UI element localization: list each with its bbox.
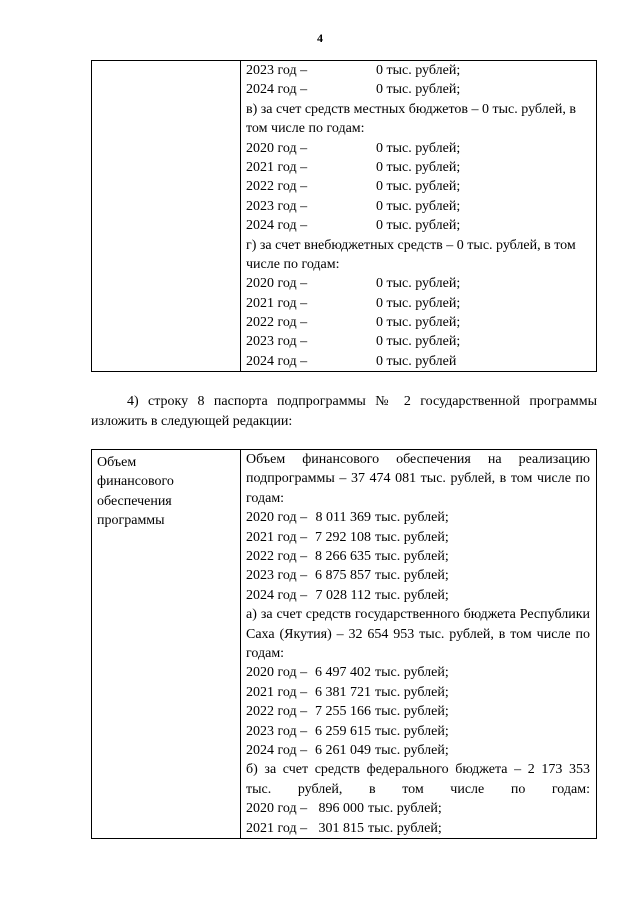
year-row [246,722,590,741]
amount-text: 0 тыс. рублей; [376,315,461,331]
row-header-line: обеспечения [97,493,172,509]
amount-unit: тыс. рублей; [375,549,449,564]
funding-text: г) за счет внебюджетных средств – 0 тыс. рублей, в том [246,237,576,253]
funding-line [246,352,590,371]
amount-unit: тыс. рублей; [368,820,442,836]
funding-line [246,313,590,332]
year-row [246,819,590,838]
year-row [246,702,590,721]
amount-unit: тыс. рублей; [375,587,449,603]
funding-line [246,80,590,99]
section-b-years-list [246,799,590,838]
intro-text: Объем финансового обеспечения на реализацию подпрограммы – 37 474 081 тыс. рублей, в том числе по годам: [246,452,590,506]
amount-unit: тыс. рублей; [375,742,449,758]
year-label: 2021 год – [246,529,308,545]
funding-text: в) за счет средств местных бюджетов – 0 тыс. рублей, в [246,101,576,117]
year-label: 2024 год – [246,218,308,234]
funding-line [246,61,590,80]
year-label: 2021 год – [246,820,308,836]
year-row [246,683,590,702]
amount-value: 8 011 369 [315,510,371,526]
amount-value: 8 266 635 [315,549,371,564]
amount-unit: тыс. рублей; [375,704,449,720]
year-label: 2021 год – [246,159,308,175]
amount-text: 0 тыс. рублей; [376,276,461,292]
funding-line [246,216,590,235]
table2-right-cell [241,450,597,839]
page-number: 4 [317,31,323,45]
year-label: 2024 год – [246,587,308,603]
amount-unit: тыс. рублей; [375,510,449,526]
paragraph-line-1: 4) строку 8 паспорта подпрограммы № 2 государственной программы [127,394,597,409]
amount-unit: тыс. рублей; [368,801,442,817]
year-label: 2020 год – [246,665,308,681]
amount-unit: тыс. рублей; [375,529,449,545]
funding-table-continued [91,60,597,372]
amount-value: 6 259 615 [315,723,371,739]
year-label: 2020 год – [246,510,308,526]
table1-left-cell [92,61,241,372]
year-label: 2021 год – [246,295,308,311]
amount-value: 896 000 [318,801,364,817]
table1-right-cell [241,61,597,372]
amount-value: 6 875 857 [315,568,371,584]
year-label: 2020 год – [246,276,308,292]
amendment-paragraph [91,392,597,432]
funding-text: том числе по годам: [246,121,365,137]
amount-text: 0 тыс. рублей; [376,218,461,234]
section-b-text: б) за счет средств федерального бюджета – 2 173 353 тыс. рублей, в том числе по годам: [246,762,590,797]
year-label: 2024 год – [246,82,308,98]
amount-text: 0 тыс. рублей; [376,63,461,78]
year-row [246,799,590,818]
amount-value: 7 255 166 [315,704,371,720]
amount-text: 0 тыс. рублей; [376,82,461,98]
funding-line [246,332,590,351]
year-label: 2024 год – [246,742,308,758]
funding-line [246,139,590,158]
year-row [246,741,590,760]
year-row [246,508,590,527]
row-header-line: финансового [97,474,174,490]
year-label: 2024 год – [246,353,308,369]
funding-table [91,449,597,839]
section-a-text: а) за счет средств государственного бюджета Республики Саха (Якутия) – 32 654 953 тыс. рублей, в том числе по годам: [246,607,590,661]
funding-line [246,158,590,177]
year-label: 2022 год – [246,179,308,195]
section-a-years-list [246,663,590,760]
funding-line [246,119,590,138]
amount-value: 6 497 402 [315,665,371,681]
year-row [246,566,590,585]
year-label: 2022 год – [246,549,308,564]
amount-text: 0 тыс. рублей; [376,334,461,350]
amount-value: 301 815 [318,820,364,836]
amount-unit: тыс. рублей; [375,684,449,700]
year-row [246,528,590,547]
year-label: 2023 год – [246,63,308,78]
funding-line [246,236,590,255]
year-label: 2023 год – [246,723,308,739]
amount-unit: тыс. рублей; [375,723,449,739]
year-label: 2022 год – [246,315,308,331]
funding-line [246,274,590,293]
amount-value: 6 381 721 [315,684,371,700]
funding-line [246,177,590,196]
amount-value: 7 292 108 [315,529,371,545]
year-label: 2020 год – [246,801,308,817]
funding-line [246,294,590,313]
row-header-line: Объем [97,455,137,470]
amount-value: 7 028 112 [315,587,371,603]
funding-text: числе по годам: [246,256,340,272]
amount-text: 0 тыс. рублей; [376,140,461,156]
amount-text: 0 тыс. рублей; [376,159,461,175]
total-years-list [246,508,590,605]
funding-line [246,100,590,119]
year-label: 2023 год – [246,198,308,214]
year-label: 2020 год – [246,140,308,156]
amount-unit: тыс. рублей; [375,568,449,584]
year-label: 2022 год – [246,704,308,720]
funding-line [246,197,590,216]
year-row [246,586,590,605]
table2-left-cell [92,450,241,839]
year-label: 2023 год – [246,568,308,584]
year-label: 2021 год – [246,684,308,700]
year-row [246,663,590,682]
amount-text: 0 тыс. рублей; [376,179,461,195]
year-label: 2023 год – [246,334,308,350]
year-row [246,547,590,566]
amount-text: 0 тыс. рублей; [376,295,461,311]
amount-text: 0 тыс. рублей [376,353,457,369]
paragraph-line-2: изложить в следующей редакции: [91,414,293,429]
amount-value: 6 261 049 [315,742,371,758]
amount-text: 0 тыс. рублей; [376,198,461,214]
funding-line [246,255,590,274]
amount-unit: тыс. рублей; [375,665,449,681]
row-header-line: программы [97,513,165,529]
